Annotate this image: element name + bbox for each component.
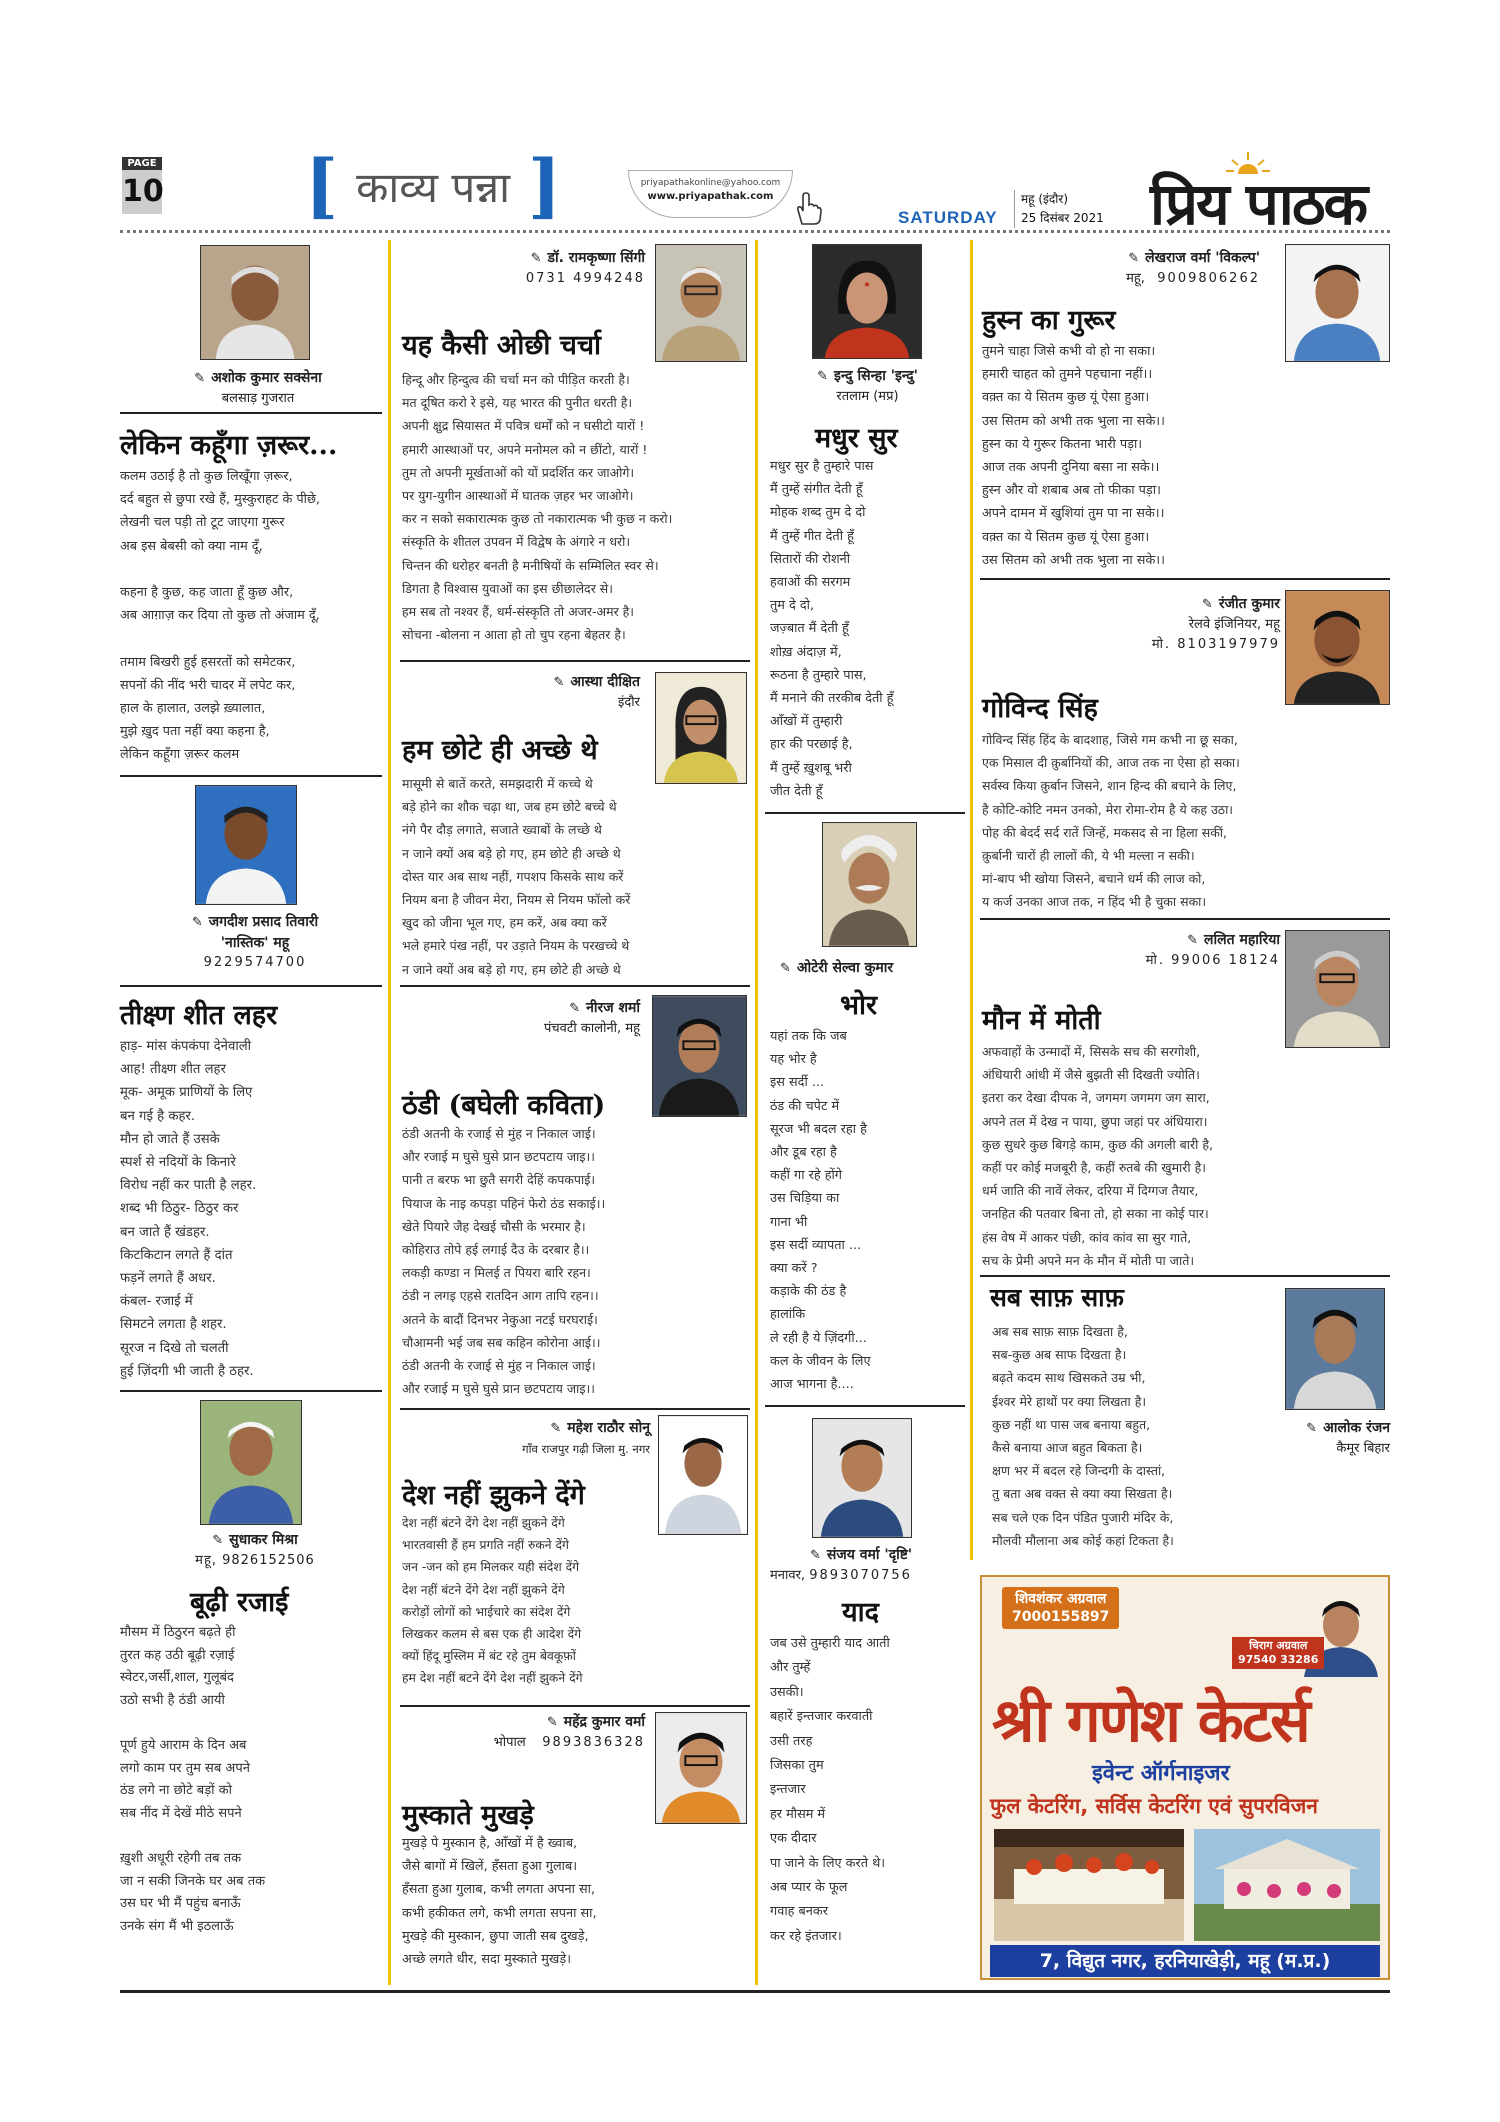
author-photo [812, 1418, 912, 1538]
author-photo [195, 785, 297, 905]
pen-icon: ✎ [817, 369, 828, 384]
pen-icon: ✎ [1306, 1421, 1318, 1436]
author-place: इंदौर [618, 695, 640, 710]
ad-address: 7, विद्युत नगर, हरनियाखेड़ी, महू (म.प्र.) [990, 1945, 1380, 1977]
ad-services: फुल केटरिंग, सर्विस केटरिंग एवं सुपरविजन [990, 1794, 1318, 1818]
ad-name-phone: 7000155897 [1012, 1609, 1110, 1625]
section-divider [120, 775, 382, 777]
author-name: महेंद्र कुमार वर्मा [563, 1714, 645, 1730]
section-divider [980, 918, 1390, 920]
author-photo [1285, 930, 1390, 1048]
author-block [770, 1545, 965, 1586]
poem-text: मासूमी से बातें करते, समझदारी में कच्चे थे बड़े होने का शौक चढ़ा था, जब हम छोटे बच्चे थे नंगे पैर दौड़ लगाते, सजाते ख्वाबों के लच्छे थे न जाने क्यों अब बड़े हो गए, हम छोटे ही अच्छे थे दोस्त यार अब साथ नहीं, गपशप किसके साथ करें नियम बना है जीवन मेरा, नियम से नियम फॉलो करें खुद को जीना भूल गए, हम करें, अब क्या करें भले हमारे पंख नहीं, पर उड़ाते नियम के परखच्चे थे न जाने क्यों अब बड़े हो गए, हम छोटे ही अच्छे थे [402, 776, 631, 977]
section-divider [765, 812, 965, 814]
poem-title: यह कैसी ओछी चर्चा [402, 330, 602, 361]
poem-title: बूढ़ी रजाई [190, 1587, 289, 1618]
pen-icon: ✎ [550, 1421, 562, 1436]
page-number-tag [122, 157, 162, 219]
author-name: लेखराज वर्मा 'विकल्प' [1145, 250, 1260, 266]
author-photo [1285, 590, 1390, 705]
ad-contact-name [1002, 1587, 1119, 1629]
contact-box [628, 170, 793, 218]
poem-title: सब साफ़ साफ़ [990, 1283, 1124, 1312]
author-name: ओटेरी सेल्वा कुमार [796, 960, 894, 976]
website-link[interactable]: www.priyapathak.com [647, 191, 774, 202]
poem-title: मुस्काते मुखड़े [402, 1800, 534, 1831]
author-block [1080, 930, 1280, 971]
author-block [150, 912, 360, 973]
column-divider [970, 240, 973, 1560]
author-photo [200, 245, 310, 360]
author-block [490, 998, 640, 1039]
poem-text: गोविन्द सिंह हिंद के बादशाह, जिसे गम कभी ना छू सका, एक मिसाल दी क़ुर्बानियों की, आज तक ना ऐसा हो सका। सर्वस्व किया क़ुर्बान जिसने, शान हिन्द की बचाने के लिए, है कोटि-कोटि नमन उनको, मेरा रोमा-रोम है ये कह उठा। पोह की बेदर्द सर्द रातें जिन्हें, मकसद से ना हिला सकीं, क़ुर्बानी चारों ही लालों की, ये भी मल्ला न सकी। मां-बाप भी खोया जिसने, बचाने धर्म की लाज को, य कर्ज उनका आज तक, न हिंद भी है चुका सका। [982, 732, 1240, 910]
author-phone: 9229574700 [203, 955, 307, 970]
author-photo [655, 1712, 747, 1824]
author-phone: मो. 99006 18124 [1145, 953, 1280, 968]
author-block [158, 368, 358, 409]
author-name: आस्था दीक्षित [570, 674, 640, 690]
author-block [410, 1418, 650, 1459]
author-name: सुधाकर मिश्रा [229, 1532, 298, 1548]
poem-text: मुखड़े पे मुस्कान है, आँखों में है ख्वाब, जैसे बागों में खिलें, हँसता हुआ गुलाब। हँसता हुआ गुलाब, कभी लगता अपना सा, कभी हकीकत लगे, कभी लगता सपना सा, मुखड़े की मुस्कान, छुपा जाती सब दुखड़े, अच्छे लगते धीर, सदा मुस्काते मुखड़े। [402, 1836, 597, 1968]
poem-text: तुमने चाहा जिसे कभी वो हो ना सका। हमारी चाहत को तुमने पहचाना नहीं।। वक़्त का ये सितम कुछ यूं ऐसा हुआ। उस सितम को अभी तक भुला ना सके।। हुस्न का ये गुरूर कितना भारी पड़ा। आज तक अपनी दुनिया बसा ना सके।। हुस्न और वो शबाब अब तो फीका पड़ा। अपने दामन में खुशियां तुम पा ना सके।। वक़्त का ये सितम कुछ यूं ऐसा हुआ। उस सितम को अभी तक भुला ना सके।। [982, 344, 1165, 568]
author-photo [1285, 244, 1390, 362]
author-photo [822, 822, 917, 947]
catering-setup-image [994, 1829, 1184, 1941]
author-block [1255, 1418, 1390, 1459]
author-place: बलसाड़ गुजरात [221, 391, 295, 406]
author-alias: 'नास्तिक' महू [220, 935, 290, 951]
author-photo [1285, 1288, 1385, 1410]
author-block [1080, 594, 1280, 655]
date-text: 25 दिसंबर 2021 [1021, 211, 1104, 225]
author-place: पंचवटी कालोनी, महू [544, 1021, 640, 1036]
author-phone: 0731 4994248 [525, 271, 645, 286]
ad-name-text: शिवशंकर अग्रवाल [1015, 1591, 1107, 1607]
ad-subtitle: इवेन्ट ऑर्गनाइजर [1092, 1761, 1230, 1786]
section-divider [120, 412, 382, 414]
author-place: गाँव राजपुर गढ़ी जिला मु. नगर [522, 1442, 650, 1456]
author-place: महू, 9826152506 [195, 1553, 315, 1568]
poem-title: गोविन्द सिंह [982, 693, 1098, 724]
author-block [775, 366, 960, 407]
poem-title: तीक्ष्ण शीत लहर [120, 1000, 278, 1031]
pen-icon: ✎ [530, 251, 542, 266]
author-place: रेलवे इंजिनियर, महू [1188, 617, 1280, 632]
poem-text: ठंडी अतनी के रजाई से मुंह न निकाल जाई। और रजाई म घुसे घुसे प्रान छटपटाय जाइ।। पानी त बरफ भा छुतै सगरी देहिं कपकपाई। पियाज के नाइ कपड़ा पहिनं फेरो ठंड सकाई।। खेते पियारे जैह देखई चौसी के भरमार है। कोहिराउ तोपे हई लगाई दैउ के दरबार है।। लकड़ी कण्डा न मिलई त पियरा बारि रहन। ठंडी न लगइ एहसे रातदिन आग तापि रहन।। अतने के बादौं दिनभर नेकुआ नटई घरघराई। चौआमनी भई जब सब कहिन कोरोना आई।। ठंडी अतनी के रजाई से मुंह न निकाल जाई। और रजाई म घुसे घुसे प्रान छटपटाय जाइ।। [402, 1126, 606, 1397]
decoration-setup-image [1194, 1829, 1380, 1941]
bottom-divider [120, 1990, 1390, 1993]
poem-text: कलम उठाई है तो कुछ लिखूँगा ज़रूर, दर्द बहुत से छुपा रखे हैं, मुस्कुराहट के पीछे, लेखनी चल पड़ी तो टूट जाएगा गुरूर अब इस बेबसी को क्या नाम दूँ, कहना है कुछ, कह जाता हूँ कुछ और, अब आग़ाज़ कर दिया तो कुछ तो अंजाम दूँ, तमाम बिखरी हुई हसरतों को समेटकर, सपनों की नींद भरी चादर में लपेट कर, हाल के हालात, उलझे ख़्यालात, मुझे ख़ुद पता नहीं क्या कहना है, लेकिन कहूँगा ज़रूर कलम [120, 469, 320, 763]
poem-text: हाड़- मांस कंपकंपा देनेवाली आह! तीक्ष्ण शीत लहर मूक- अमूक प्राणियों के लिए बन गई है कहर. मौन हो जाते हैं उसके स्पर्श से नदियों के किनारे विरोध नहीं कर पाती है लहर. शब्द भी ठिठुर- ठिठुर कर बन जाते हैं खंडहर. किटकिटान लगते हैं दांत फड़नें लगते हैं अधर. कंबल- रजाई में सिमटने लगता है शहर. सूरज न दिखे तो चलती हुई ज़िंदगी भी जाती है ठहर. [120, 1039, 257, 1379]
section-divider [400, 1705, 750, 1707]
newspaper-logo: प्रिय पाठक [1150, 170, 1367, 238]
section-title-text: काव्य पन्ना [356, 162, 511, 212]
author-block [505, 248, 645, 289]
author-phone: मो. 8103197979 [1151, 637, 1280, 652]
ad-brand-name: श्री गणेश केटर्स [992, 1686, 1309, 1756]
page-label: PAGE [122, 157, 162, 170]
section-divider [400, 660, 750, 662]
open-bracket-icon: [ [305, 144, 339, 227]
author-name: अशोक कुमार सक्सेना [211, 370, 322, 386]
author-name: इन्दु सिन्हा 'इन्दु' [833, 368, 918, 384]
poem-text: यहां तक कि जब यह भोर है इस सर्दी ... ठंड की चपेट में सूरज भी बदल रहा है और डूब रहा है कहीं गा रहे होंगे उस चिड़िया का गाना भी इस सर्दी व्यापता ... क्या करें ? कड़ाके की ठंड है हालांकि ले रही है ये ज़िंदगी... कल के जीवन के लिए आज भागना है.... [770, 1029, 871, 1393]
poem-text: देश नहीं बंटने देंगे देश नहीं झुकने देंगे भारतवासी हैं हम प्रगति नहीं रुकने देंगे जन -जन को हम मिलकर यही संदेश देंगे देश नहीं बंटने देंगे देश नहीं झुकने देंगे करोड़ों लोगों को भाईचारे का संदेश देंगे लिखकर कलम से बस एक ही आदेश देंगे क्यों हिंदू मुस्लिम में बंट रहे तुम बेवकूफ़ों हम देश नहीं बटने देंगे देश नहीं झुकने देंगे [402, 1516, 583, 1686]
author-photo [655, 244, 747, 362]
pen-icon: ✎ [553, 675, 565, 690]
author-photo [652, 995, 747, 1117]
author-place: रतलाम (मप्र) [836, 389, 899, 404]
pen-icon: ✎ [569, 1001, 581, 1016]
ad-owner-label [1232, 1637, 1324, 1669]
pen-icon: ✎ [810, 1548, 821, 1563]
section-divider [980, 578, 1390, 580]
section-divider [765, 1405, 965, 1407]
poem-text: अब सब साफ़ साफ़ दिखता है, सब-कुछ अब साफ दिखता है। बढ़ते कदम साथ खिसकते उम्र भी, ईश्वर मेरे हाथों पर क्या लिखता है। कुछ नहीं था पास जब बनाया बहुत, कैसे बनाया आज बहुत बिकता है। क्षण भर में बदल रहे जिन्दगी के दास्तां, तु बता अब वक्त से क्या क्या सिखता है। सब चले एक दिन पंडित पुजारी मंदिर के, मौलवी मौलाना अब कोई कहां टिकता है। [992, 1324, 1174, 1548]
author-name: नीरज शर्मा [586, 1000, 640, 1016]
poem-title: हुस्न का गुरूर [982, 305, 1116, 336]
author-photo [812, 244, 922, 359]
email-text[interactable]: priyapathakonline@yahoo.com [640, 178, 781, 188]
author-name: जगदीश प्रसाद तिवारी [208, 914, 319, 930]
author-photo [655, 672, 747, 784]
author-photo [658, 1415, 748, 1535]
poem-title: हम छोटे ही अच्छे थे [402, 735, 598, 766]
author-block [1060, 248, 1260, 289]
close-bracket-icon: ] [528, 144, 562, 227]
ad-owner-phone: 97540 33286 [1238, 1653, 1319, 1666]
section-divider [400, 1408, 750, 1410]
author-phone: 9893836328 [542, 1735, 645, 1750]
poem-text: मधुर सुर है तुम्हारे पास मैं तुम्हें संगीत देती हूँ मोहक शब्द तुम दे दो मैं तुम्हें गीत देती हूँ सितारों की रोशनी हवाओं की सरगम तुम दे दो, जज़्बात मैं देती हूँ शोख़ अंदाज़ में, रूठना है तुम्हारे पास, मैं मनाने की तरकीब देती हूँ आँखों में तुम्हारी हार की परछाई है, मैं तुम्हें ख़ुशबू भरी जीत देती हूँ [770, 459, 894, 799]
pen-icon: ✎ [1187, 933, 1198, 948]
author-place: महू, [1126, 271, 1145, 286]
pen-icon: ✎ [1202, 597, 1213, 612]
author-photo [200, 1400, 302, 1525]
pen-icon: ✎ [1128, 251, 1140, 266]
author-phone: 9893070756 [809, 1568, 912, 1583]
top-divider [120, 230, 1390, 233]
author-block [470, 1712, 645, 1753]
author-block [780, 958, 965, 979]
poem-text: अफवाहों के उन्मादों में, सिसके सच की सरगोशी, अंधियारी आंधी में जैसे बुझती सी दिखती ज्योति। इतरा कर देखा दीपक ने, जगमग जगमग जग सारा, अपने तल में देख न पाया, छुपा जहां पर अंधियारा। कुछ सुधरे कुछ बिगड़े काम, कुछ की अगली बारी है, कहीं पर कोई मजबूरी है, कहीं रुतबे की खुमारी है। धर्म जाति की नावें लेकर, दरिया में दिग्गज तैयार, जनहित की पतवार बिना तो, हो सका ना कोई पार। हंस वेष में आकर पंछी, कांव कांव सा सुर गाते, सच के प्रेमी अपने मन के मौन में मोती पा जाते। [982, 1044, 1213, 1268]
poem-title: याद [842, 1597, 879, 1628]
pointing-hand-icon [792, 190, 824, 226]
author-name: रंजीत कुमार [1218, 596, 1280, 612]
pen-icon: ✎ [780, 961, 791, 976]
poem-title: देश नहीं झुकने देंगे [402, 1480, 585, 1511]
pen-icon: ✎ [546, 1715, 558, 1730]
poem-text: जब उसे तुम्हारी याद आती और तुम्हें उसकी। बहारें इन्तजार करवाती उसी तरह जिसका तुम इन्तजार हर मौसम में एक दीदार पा जाने के लिए करते थे। अब प्यार के फूल गवाह बनकर कर रहे इंतजार। [770, 1636, 890, 1944]
poem-title: ठंडी (बघेली कविता) [402, 1090, 606, 1121]
catering-advertisement[interactable] [980, 1575, 1390, 1980]
place-date [1014, 190, 1104, 228]
poem-text: हिन्दू और हिन्दुत्व की चर्चा मन को पीड़ित करती है। मत दूषित करो रे इसे, यह भारत की पुनीत धरती है। अपनी क्षुद्र सियासत में पवित्र धर्मों को न घसीटो यारों ! हमारी आस्थाओं पर, अपने मनोमल को न छींटो, यारों ! तुम तो अपनी मूर्खताओं को यों प्रदर्शित कर जाओगे। पर युग-युगीन आस्थाओं में घातक ज़हर भर जाओगे। कर न सको सकारात्मक कुछ तो नकारात्मक भी कुछ न करो। संस्कृति के शीतल उपवन में विद्वेष के अंगारे न धरो। चिन्तन की धरोहर बनती है मनीषियों के सम्मिलित स्वर से। डिगता है विश्वास युवाओं का इस छीछालेदर से। हम सब तो नश्वर हैं, धर्म-संस्कृति तो अजर-अमर है। सोचना -बोलना न आता हो तो चुप रहना बेहतर है। [402, 372, 673, 643]
author-place: भोपाल [493, 1735, 526, 1750]
author-place: मनावर, [770, 1568, 806, 1583]
pen-icon: ✎ [194, 371, 206, 386]
poem-title: भोर [840, 990, 878, 1021]
section-title [305, 144, 562, 227]
author-name: डॉ. रामकृष्णा सिंगी [547, 250, 645, 266]
section-divider [400, 985, 750, 987]
column-divider [388, 240, 391, 1985]
poem-text: मौसम में ठिठुरन बढ़ते ही तुरत कह उठी बूढ़ी रज़ाई स्वेटर,जर्सी,शाल, गुलूबंद उठो सभी है ठंडी आयी पूर्ण हुये आराम के दिन अब लगो काम पर तुम सब अपने ठंड लगे ना छोटे बड़ों को सब नींद में देखें मीठे सपने ख़ुशी अधूरी रहेगी तब तक जा न सकी जिनके घर अब तक उस घर भी मैं पहुंच बनाऊँ उनके संग मैं भी इठलाऊँ [120, 1625, 266, 1934]
day-label: SATURDAY [898, 208, 998, 227]
section-divider [120, 985, 382, 987]
author-block [150, 1530, 360, 1571]
section-divider [120, 1390, 382, 1392]
poem-title: मौन में मोती [982, 1005, 1101, 1036]
author-block [500, 672, 640, 713]
poem-title: लेकिन कहूँगा ज़रूर... [120, 430, 338, 461]
column-divider [755, 240, 758, 1985]
author-name: ललित महारिया [1204, 932, 1280, 948]
author-name: संजय वर्मा 'दृष्टि' [826, 1547, 913, 1563]
section-divider [980, 1275, 1390, 1277]
author-name: आलोक रंजन [1323, 1420, 1390, 1436]
pen-icon: ✎ [212, 1533, 224, 1548]
ad-owner-name: चिराग अग्रवाल [1249, 1639, 1308, 1652]
author-phone: 9009806262 [1157, 271, 1260, 286]
author-place: कैमूर बिहार [1336, 1441, 1390, 1456]
poem-title: मधुर सुर [815, 423, 898, 454]
pen-icon: ✎ [191, 915, 203, 930]
place-text: महू (इंदौर) [1021, 192, 1069, 206]
author-name: महेश राठौर सोनू [567, 1420, 650, 1436]
page-number: 10 [122, 170, 162, 214]
